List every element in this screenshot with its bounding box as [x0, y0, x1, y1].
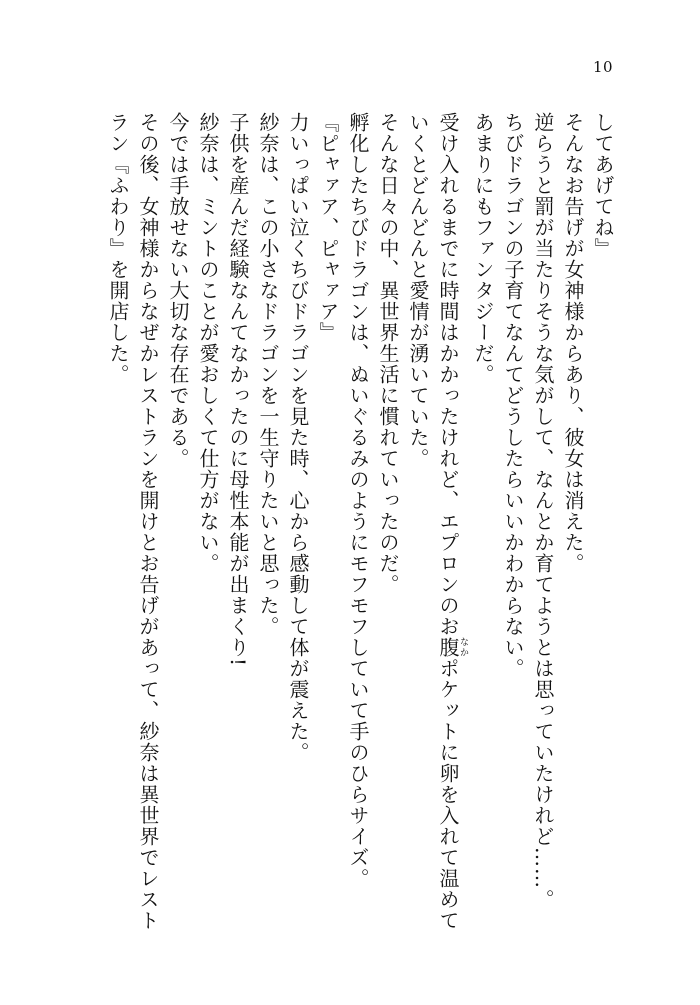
text-line: してあげてね』 [591, 112, 615, 259]
body-text [103, 112, 618, 972]
text-segment: 受け入れるまでに時間はかかったけれど、エプロンのお [436, 112, 460, 637]
text-line: 子供を産んだ経験なんてなかったのに母性本能が出まくり! [226, 112, 250, 668]
text-line: 孵化したちびドラゴンは、ぬいぐるみのようにモフモフしていて手のひらサイズ。 [346, 112, 370, 889]
text-line: ラン『ふわり』を開店した。 [106, 112, 130, 385]
text-line: 逆らうと罰が当たりそうな気がして、なんとか育てようとは思っていたけれど……。 [531, 112, 555, 910]
ruby-reading: なか [458, 637, 468, 658]
text-line: そんなお告げが女神様からあり、彼女は消えた。 [561, 112, 585, 574]
text-line: 力いっぱい泣くちびドラゴンを見た時、心から感動して体が震えた。 [286, 112, 310, 763]
text-line: 今では手放せない大切な存在である。 [166, 112, 190, 469]
text-line: あまりにもファンタジーだ。 [471, 112, 495, 385]
text-line: そんな日々の中、異世界生活に慣れていったのだ。 [376, 112, 400, 595]
ruby-annotation [436, 637, 468, 658]
text-line: 紗奈は、この小さなドラゴンを一生守りたいと思った。 [256, 112, 280, 637]
text-line: いくとどんどんと愛情が湧いていた。 [406, 112, 430, 469]
text-line: 紗奈は、ミントのことが愛おしくて仕方がない。 [196, 112, 220, 574]
text-line: ちびドラゴンの子育てなんてどうしたらいいかわからない。 [501, 112, 525, 679]
ruby-base: 腹 [436, 637, 460, 658]
text-segment: ポケットに卵を入れて温めて [436, 658, 460, 931]
text-line-with-ruby [433, 112, 468, 972]
page-number: 10 [593, 58, 614, 76]
text-line: その後、女神様からなぜかレストランを開けとお告げがあって、紗奈は異世界でレスト [136, 112, 160, 931]
text-line: 『ピャァア、ピャァア』 [316, 112, 340, 343]
